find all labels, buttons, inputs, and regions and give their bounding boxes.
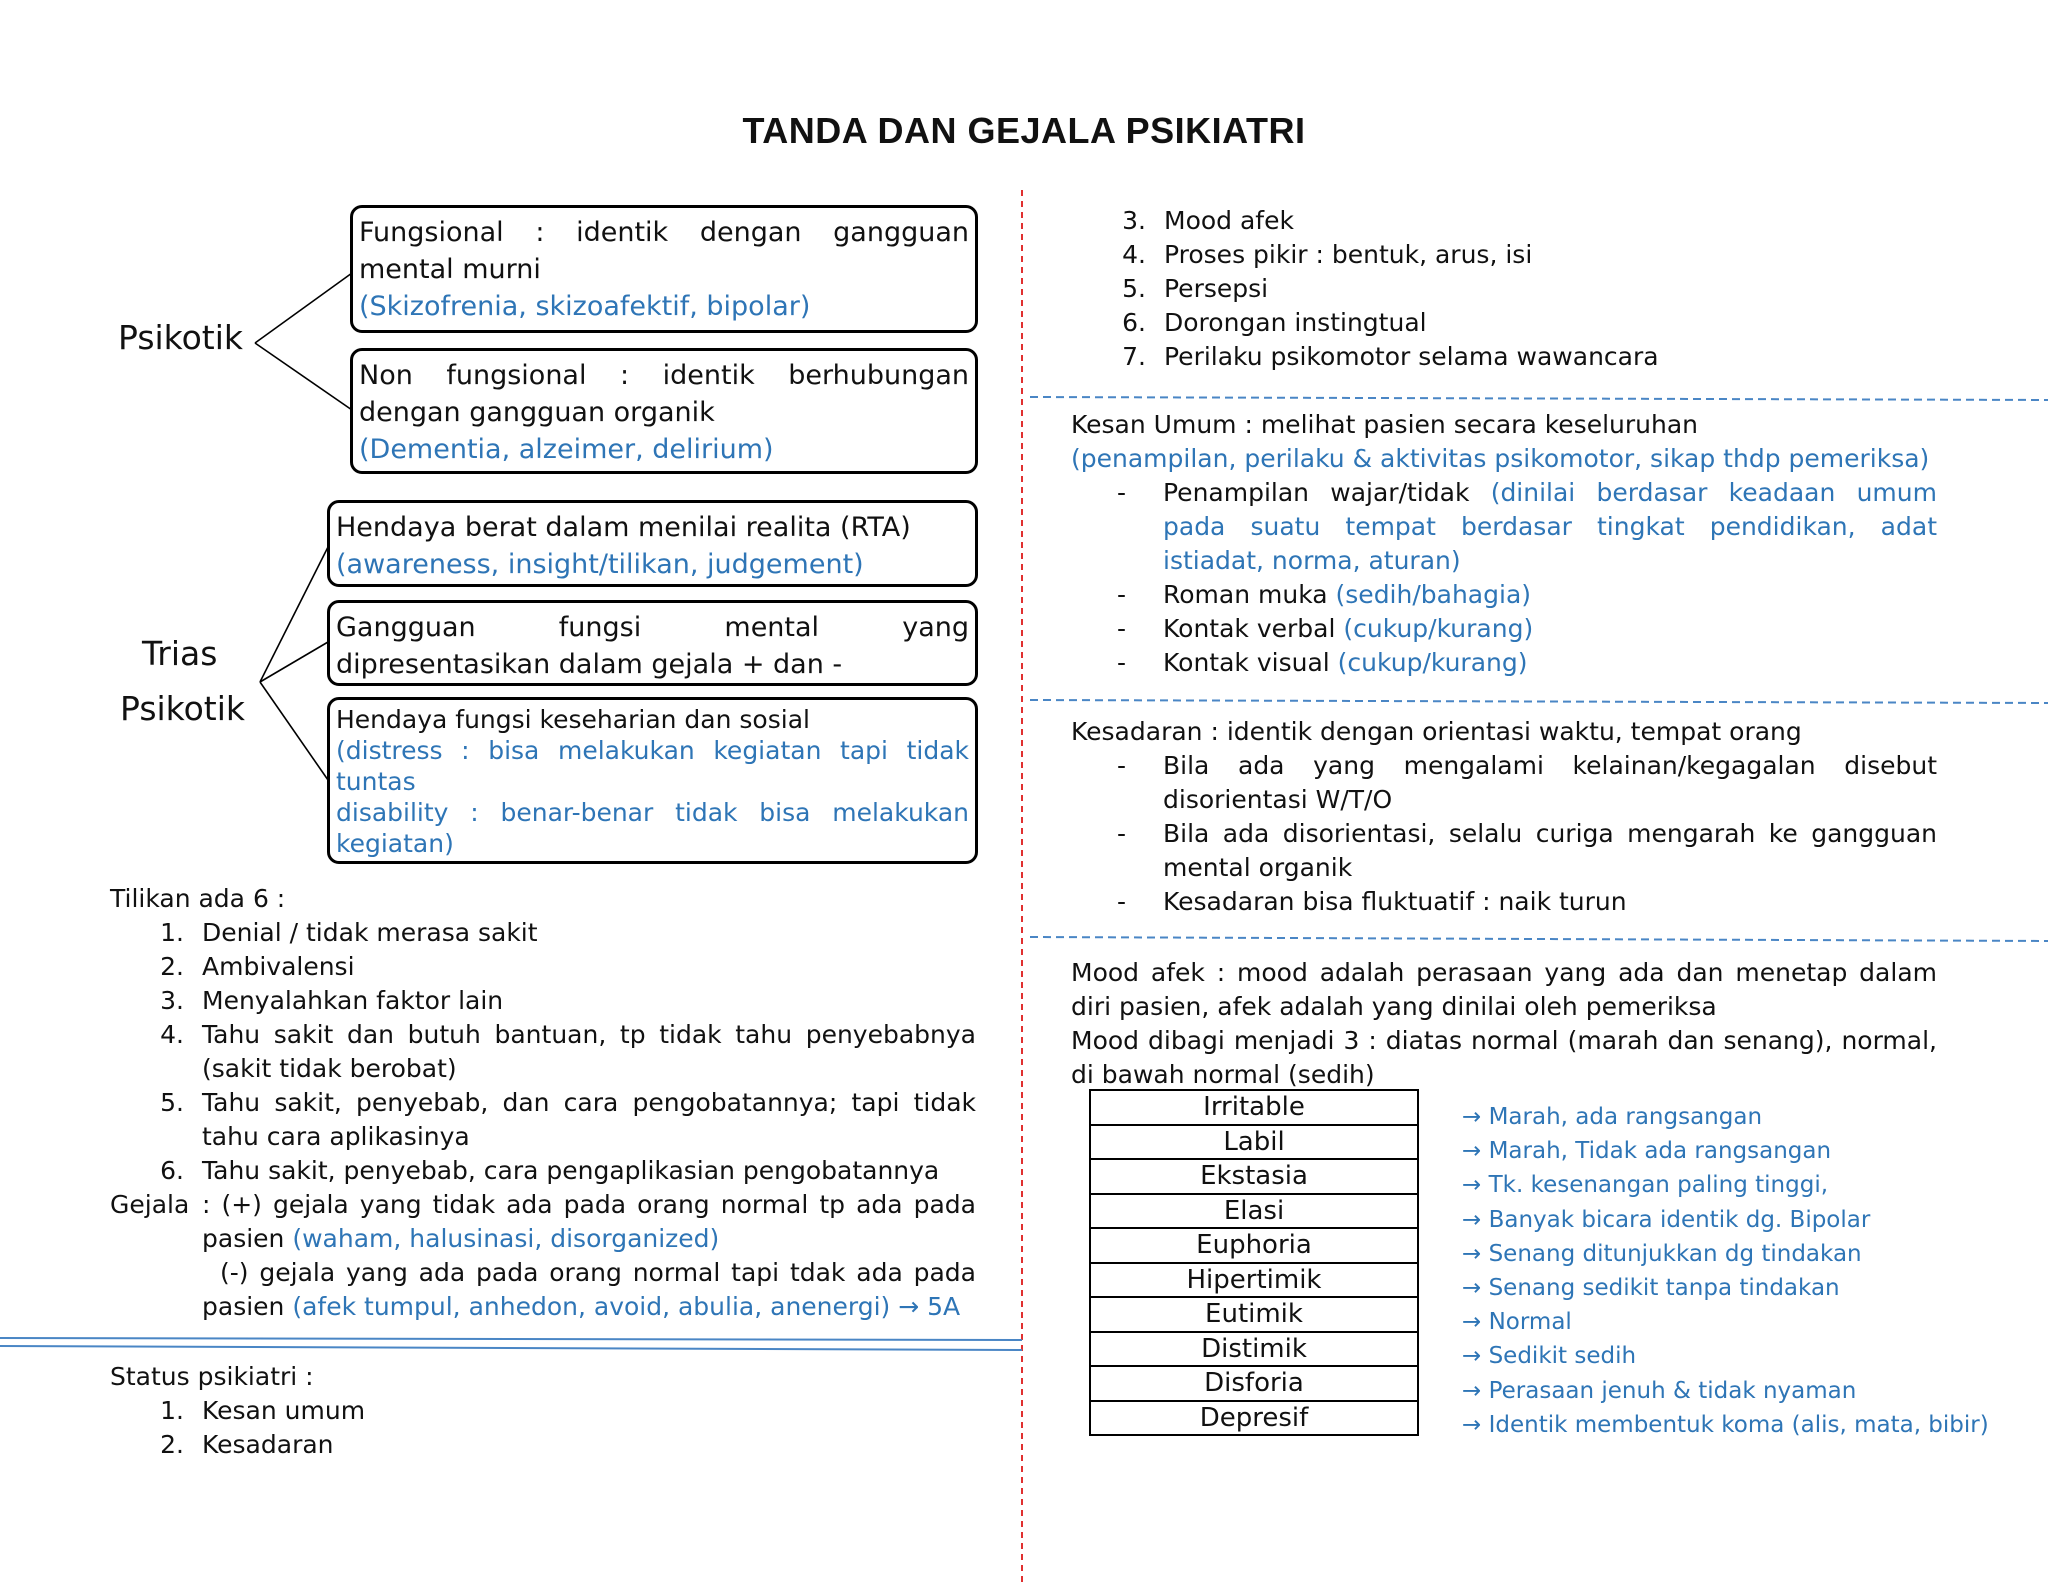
gangguan-line1: Gangguan fungsi mental yang <box>336 612 969 643</box>
kesan-umum-list <box>1071 476 1937 680</box>
hendaya-disability: disability : benar-benar tidak bisa melakukan kegiatan) <box>336 798 969 858</box>
non-fungsional-line1: Non fungsional : identik berhubungan <box>359 360 969 391</box>
hendaya-distress: (distress : bisa melakukan kegiatan tapi tidak tuntas <box>336 736 969 796</box>
list-item: - Kontak verbal (cukup/kurang) <box>1117 614 1534 643</box>
list-item: - Kesadaran bisa fluktuatif : naik turun <box>1117 887 1627 916</box>
connector-non-fungsional <box>255 343 352 410</box>
list-item: - Bila ada disorientasi, selalu curiga mengarah ke gangguan mental organik <box>1117 819 1937 882</box>
table-row <box>1090 1332 1418 1367</box>
mood-description: → Tk. kesenangan paling tinggi, <box>1462 1172 1829 1199</box>
mood-table <box>1089 1089 1419 1436</box>
page-title: TANDA DAN GEJALA PSIKIATRI <box>742 110 1306 151</box>
table-row <box>1090 1159 1418 1194</box>
mood-description: → Senang sedikit tanpa tindakan <box>1462 1275 1840 1302</box>
kesadaran-heading: Kesadaran : identik dengan orientasi waktu, tempat orang <box>1071 717 1802 746</box>
list-item: 1. Denial / tidak merasa sakit <box>160 918 538 947</box>
kesadaran-list <box>1071 749 1937 919</box>
list-item: 5. Persepsi <box>1122 274 1269 303</box>
list-item: 1. Kesan umum <box>160 1396 366 1425</box>
kesan-umum-subheading: (penampilan, perilaku & aktivitas psikomotor, sikap thdp pemeriksa) <box>1071 444 1930 473</box>
list-item: 3. Mood afek <box>1122 206 1294 235</box>
rta-box <box>327 500 978 587</box>
mood-term: Labil <box>1090 1125 1418 1160</box>
list-item: 6. Dorongan instingtual <box>1122 308 1427 337</box>
mood-description: → Senang ditunjukkan dg tindakan <box>1462 1240 1862 1267</box>
table-row <box>1090 1228 1418 1263</box>
mood-description: → Banyak bicara identik dg. Bipolar <box>1462 1206 1871 1233</box>
mood-description: → Perasaan jenuh & tidak nyaman <box>1462 1377 1857 1404</box>
tilikan-list <box>110 916 976 1188</box>
list-item: 2. Ambivalensi <box>160 952 355 981</box>
table-row <box>1090 1297 1418 1332</box>
list-item: - Penampilan wajar/tidak (dinilai berdasar keadaan umum pada suatu tempat berdasar tingkat pendidikan, adat istiadat, norma, aturan) <box>1117 478 1937 575</box>
list-item: 4. Proses pikir : bentuk, arus, isi <box>1122 240 1533 269</box>
mood-term: Irritable <box>1090 1090 1418 1125</box>
psikotik-label: Psikotik <box>118 318 244 357</box>
connector-hendaya <box>260 682 328 780</box>
status-heading: Status psikiatri : <box>110 1362 314 1391</box>
fungsional-examples: (Skizofrenia, skizoafektif, bipolar) <box>359 291 811 322</box>
status-list-right <box>1118 204 1918 374</box>
table-row <box>1090 1125 1418 1160</box>
list-item: - Kontak visual (cukup/kurang) <box>1117 648 1528 677</box>
non-fungsional-box <box>350 348 978 474</box>
divider-status-top <box>0 1338 1022 1340</box>
hendaya-box <box>327 697 978 864</box>
table-row <box>1090 1401 1418 1436</box>
list-item: 3. Menyalahkan faktor lain <box>160 986 504 1015</box>
rta-examples: (awareness, insight/tilikan, judgement) <box>336 549 864 580</box>
mood-term: Eutimik <box>1090 1297 1418 1332</box>
fungsional-box <box>350 205 978 333</box>
mood-term: Hipertimik <box>1090 1263 1418 1298</box>
mood-description: → Marah, Tidak ada rangsangan <box>1462 1138 1832 1165</box>
mood-description: → Normal <box>1462 1309 1572 1336</box>
mood-term: Elasi <box>1090 1194 1418 1229</box>
fungsional-line2: mental murni <box>359 254 541 285</box>
list-item: - Roman muka (sedih/bahagia) <box>1117 580 1532 609</box>
mood-description: → Sedikit sedih <box>1462 1343 1637 1370</box>
list-item: - Bila ada yang mengalami kelainan/kegagalan disebut disorientasi W/T/O <box>1117 751 1937 814</box>
gejala-prefix: Gejala <box>110 1190 190 1219</box>
table-row <box>1090 1090 1418 1125</box>
mood-term: Disforia <box>1090 1366 1418 1401</box>
trias-label-line1: Trias <box>142 634 218 673</box>
table-row <box>1090 1366 1418 1401</box>
gangguan-line2: dipresentasikan dalam gejala + dan - <box>336 649 843 680</box>
table-row <box>1090 1263 1418 1298</box>
rta-text: Hendaya berat dalam menilai realita (RTA) <box>336 512 911 543</box>
mood-para2: Mood dibagi menjadi 3 : diatas normal (marah dan senang), normal, di bawah normal (sedih) <box>1071 1026 1937 1089</box>
status-list-left <box>110 1394 810 1462</box>
trias-label-line2: Psikotik <box>120 689 246 728</box>
mood-term: Euphoria <box>1090 1228 1418 1263</box>
mood-descriptions <box>1462 1100 1989 1442</box>
gejala-negative: (-) gejala yang ada pada orang normal tapi tdak ada pada pasien (afek tumpul, anhedon, avoid, abulia, anenergi) → 5A <box>202 1258 976 1321</box>
divider-mood <box>1030 937 2048 941</box>
mood-description: → Marah, ada rangsangan <box>1462 1104 1763 1130</box>
connector-fungsional <box>255 273 352 343</box>
divider-kesan <box>1030 397 2048 400</box>
list-item: 5. Tahu sakit, penyebab, dan cara pengobatannya; tapi tidak tahu cara aplikasinya <box>160 1088 976 1151</box>
mood-term: Ekstasia <box>1090 1159 1418 1194</box>
table-row <box>1090 1194 1418 1229</box>
tilikan-heading: Tilikan ada 6 : <box>110 884 286 913</box>
mood-para1: Mood afek : mood adalah perasaan yang ada dan menetap dalam diri pasien, afek adalah yang dinilai oleh pemeriksa <box>1071 958 1937 1021</box>
mood-description: → Identik membentuk koma (alis, mata, bibir) <box>1462 1411 1989 1438</box>
mood-term: Distimik <box>1090 1332 1418 1367</box>
non-fungsional-line2: dengan gangguan organik <box>359 397 715 428</box>
hendaya-text: Hendaya fungsi keseharian dan sosial <box>336 705 810 734</box>
list-item: 2. Kesadaran <box>160 1430 334 1459</box>
gangguan-box <box>327 600 978 686</box>
list-item: 6. Tahu sakit, penyebab, cara pengaplikasian pengobatannya <box>160 1156 940 1185</box>
fungsional-line1: Fungsional : identik dengan gangguan <box>359 217 969 248</box>
non-fungsional-examples: (Dementia, alzeimer, delirium) <box>359 434 774 465</box>
mood-term: Depresif <box>1090 1401 1418 1436</box>
divider-kesadaran <box>1030 700 2048 703</box>
list-item: 4. Tahu sakit dan butuh bantuan, tp tidak tahu penyebabnya (sakit tidak berobat) <box>160 1020 976 1083</box>
list-item: 7. Perilaku psikomotor selama wawancara <box>1122 342 1659 371</box>
gejala-positive: : (+) gejala yang tidak ada pada orang normal tp ada pada pasien (waham, halusinasi, disorganized) <box>202 1190 976 1253</box>
kesan-umum-heading: Kesan Umum : melihat pasien secara keseluruhan <box>1071 410 1699 439</box>
divider-status-bottom <box>0 1346 1022 1350</box>
